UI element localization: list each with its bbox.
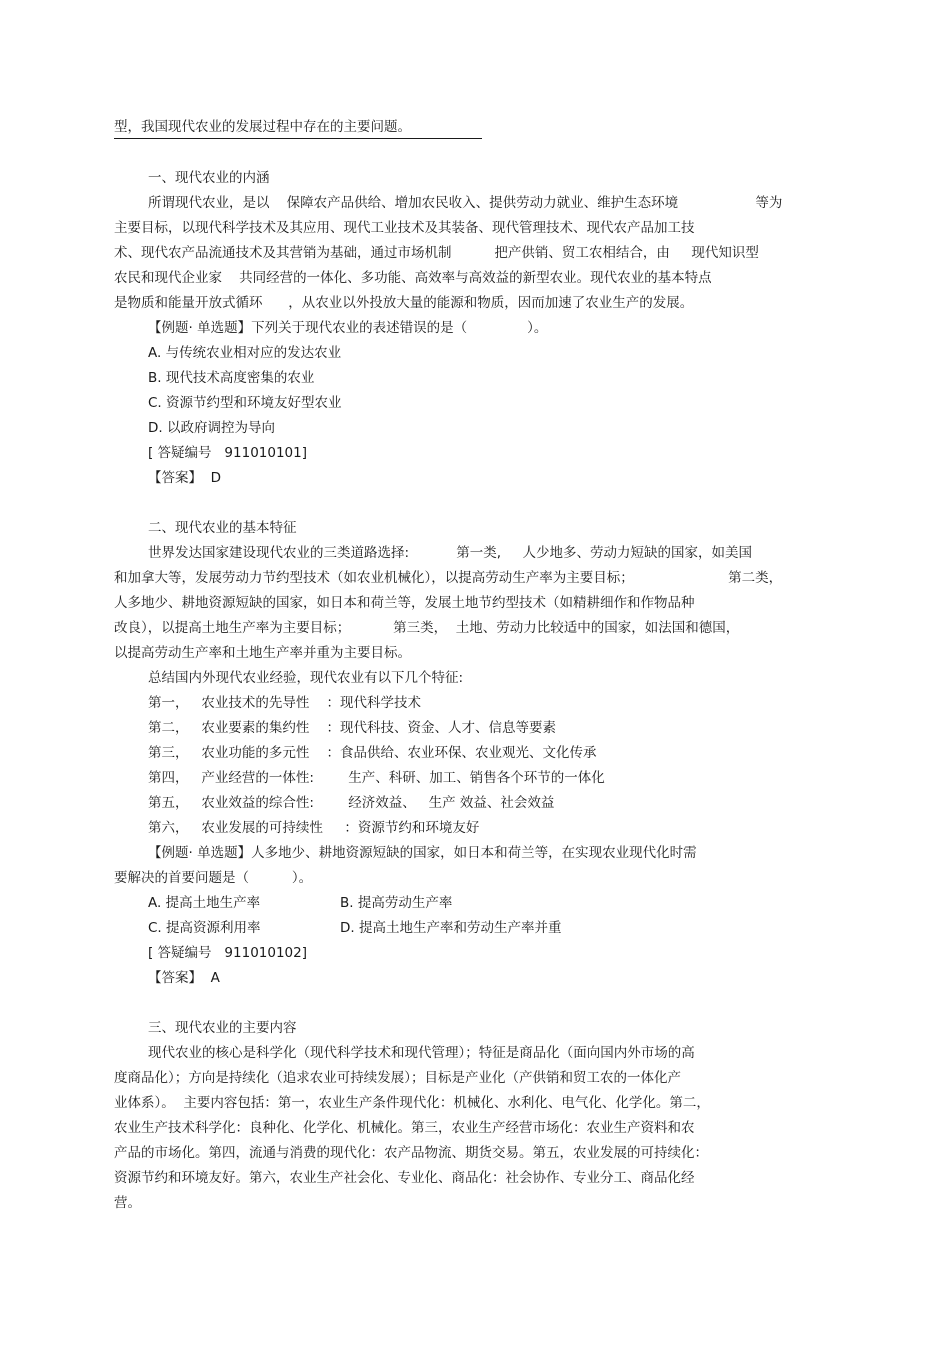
- section1-para-line: 是物质和能量开放式循环 ，从农业以外投放大量的能源和物质，因而加速了农业生产的发展。: [114, 295, 694, 311]
- feature-item: 第六， 农业发展的可持续性 ：资源节约和环境友好: [148, 820, 480, 836]
- intro-line: 型，我国现代农业的发展过程中存在的主要问题。: [114, 119, 411, 135]
- example2-question: 【例题· 单选题】人多地少、耕地资源短缺的国家，如日本和荷兰等，在实现农业现代化时需: [148, 845, 697, 861]
- example2-option-b: B. 提高劳动生产率: [340, 895, 453, 911]
- section1-para-line: 所谓现代农业，是以 保障农产品供给、增加农民收入、提供劳动力就业、维护生态环境 等为: [148, 195, 783, 211]
- section3-para-line: 资源节约和环境友好。第六，农业生产社会化、专业化、商品化：社会协作、专业分工、商品化经: [114, 1170, 695, 1186]
- section3-para-line: 产品的市场化。第四，流通与消费的现代化：农产品物流、期货交易。第五，农业发展的可持续化：: [114, 1145, 708, 1161]
- feature-item: 第三， 农业功能的多元性 ：食品供给、农业环保、农业观光、文化传承: [148, 745, 597, 761]
- example1-option-a: A. 与传统农业相对应的发达农业: [148, 345, 342, 361]
- section3-para-line: 农业生产技术科学化：良种化、化学化、机械化。第三，农业生产经营市场化：农业生产资料和农: [114, 1120, 695, 1136]
- example2-code: [ 答疑编号 911010102]: [148, 945, 308, 961]
- example1-code: [ 答疑编号 911010101]: [148, 445, 308, 461]
- section2-para-line: 以提高劳动生产率和土地生产率并重为主要目标。: [114, 645, 411, 661]
- section2-heading: 二、现代农业的基本特征: [148, 520, 297, 536]
- section1-para-line: 术、现代农产品流通技术及其营销为基础，通过市场机制 把产供销、贸工农相结合，由 现代知识型: [114, 245, 759, 261]
- section2-para-line: 世界发达国家建设现代农业的三类道路选择: 第一类, 人少地多、劳动力短缺的国家，如美国: [148, 545, 752, 561]
- example2-option-c: C. 提高资源利用率: [148, 920, 261, 936]
- example1-option-c: C. 资源节约型和环境友好型农业: [148, 395, 342, 411]
- section3-para-line: 营。: [114, 1195, 141, 1211]
- example2-answer: 【答案】 A: [148, 970, 220, 986]
- example1-answer: 【答案】 D: [148, 470, 221, 486]
- section2-para-line: 人多地少、耕地资源短缺的国家，如日本和荷兰等，发展土地节约型技术（如精耕细作和作物品种: [114, 595, 695, 611]
- section2-para-line: 和加拿大等，发展劳动力节约型技术（如农业机械化），以提高劳动生产率为主要目标； 第二类，: [114, 570, 783, 586]
- example1-option-b: B. 现代技术高度密集的农业: [148, 370, 315, 386]
- example1-question: 【例题· 单选题】下列关于现代农业的表述错误的是（ ）。: [148, 320, 548, 336]
- section3-para-line: 业体系）。 主要内容包括：第一，农业生产条件现代化：机械化、水利化、电气化、化学化。第二，: [114, 1095, 710, 1111]
- feature-item: 第二， 农业要素的集约性 ：现代科技、资金、人才、信息等要素: [148, 720, 557, 736]
- example2-question: 要解决的首要问题是（ ）。: [114, 870, 313, 886]
- section1-para-line: 农民和现代企业家 共同经营的一体化、多功能、高效率与高效益的新型农业。现代农业的基本特点: [114, 270, 712, 286]
- section1-heading: 一、现代农业的内涵: [148, 170, 270, 186]
- intro-underline: [114, 138, 482, 139]
- section3-heading: 三、现代农业的主要内容: [148, 1020, 297, 1036]
- example2-option-a: A. 提高土地生产率: [148, 895, 261, 911]
- feature-item: 第四， 产业经营的一体性: 生产、科研、加工、销售各个环节的一体化: [148, 770, 605, 786]
- section2-para-line: 改良），以提高土地生产率为主要目标； 第三类， 土地、劳动力比较适中的国家，如法国和德国，: [114, 620, 740, 636]
- section2-summary: 总结国内外现代农业经验，现代农业有以下几个特征:: [148, 670, 464, 686]
- feature-item: 第五， 农业效益的综合性: 经济效益、 生产 效益、社会效益: [148, 795, 555, 811]
- section3-para-line: 现代农业的核心是科学化（现代科学技术和现代管理）；特征是商品化（面向国内外市场的高: [148, 1045, 695, 1061]
- section3-para-line: 度商品化）；方向是持续化（追求农业可持续发展）；目标是产业化（产供销和贸工农的一体化产: [114, 1070, 681, 1086]
- example1-option-d: D. 以政府调控为导向: [148, 420, 275, 436]
- example2-option-d: D. 提高土地生产率和劳动生产率并重: [340, 920, 562, 936]
- section1-para-line: 主要目标，以现代科学技术及其应用、现代工业技术及其装备、现代管理技术、现代农产品加工技: [114, 220, 695, 236]
- feature-item: 第一， 农业技术的先导性 ：现代科学技术: [148, 695, 422, 711]
